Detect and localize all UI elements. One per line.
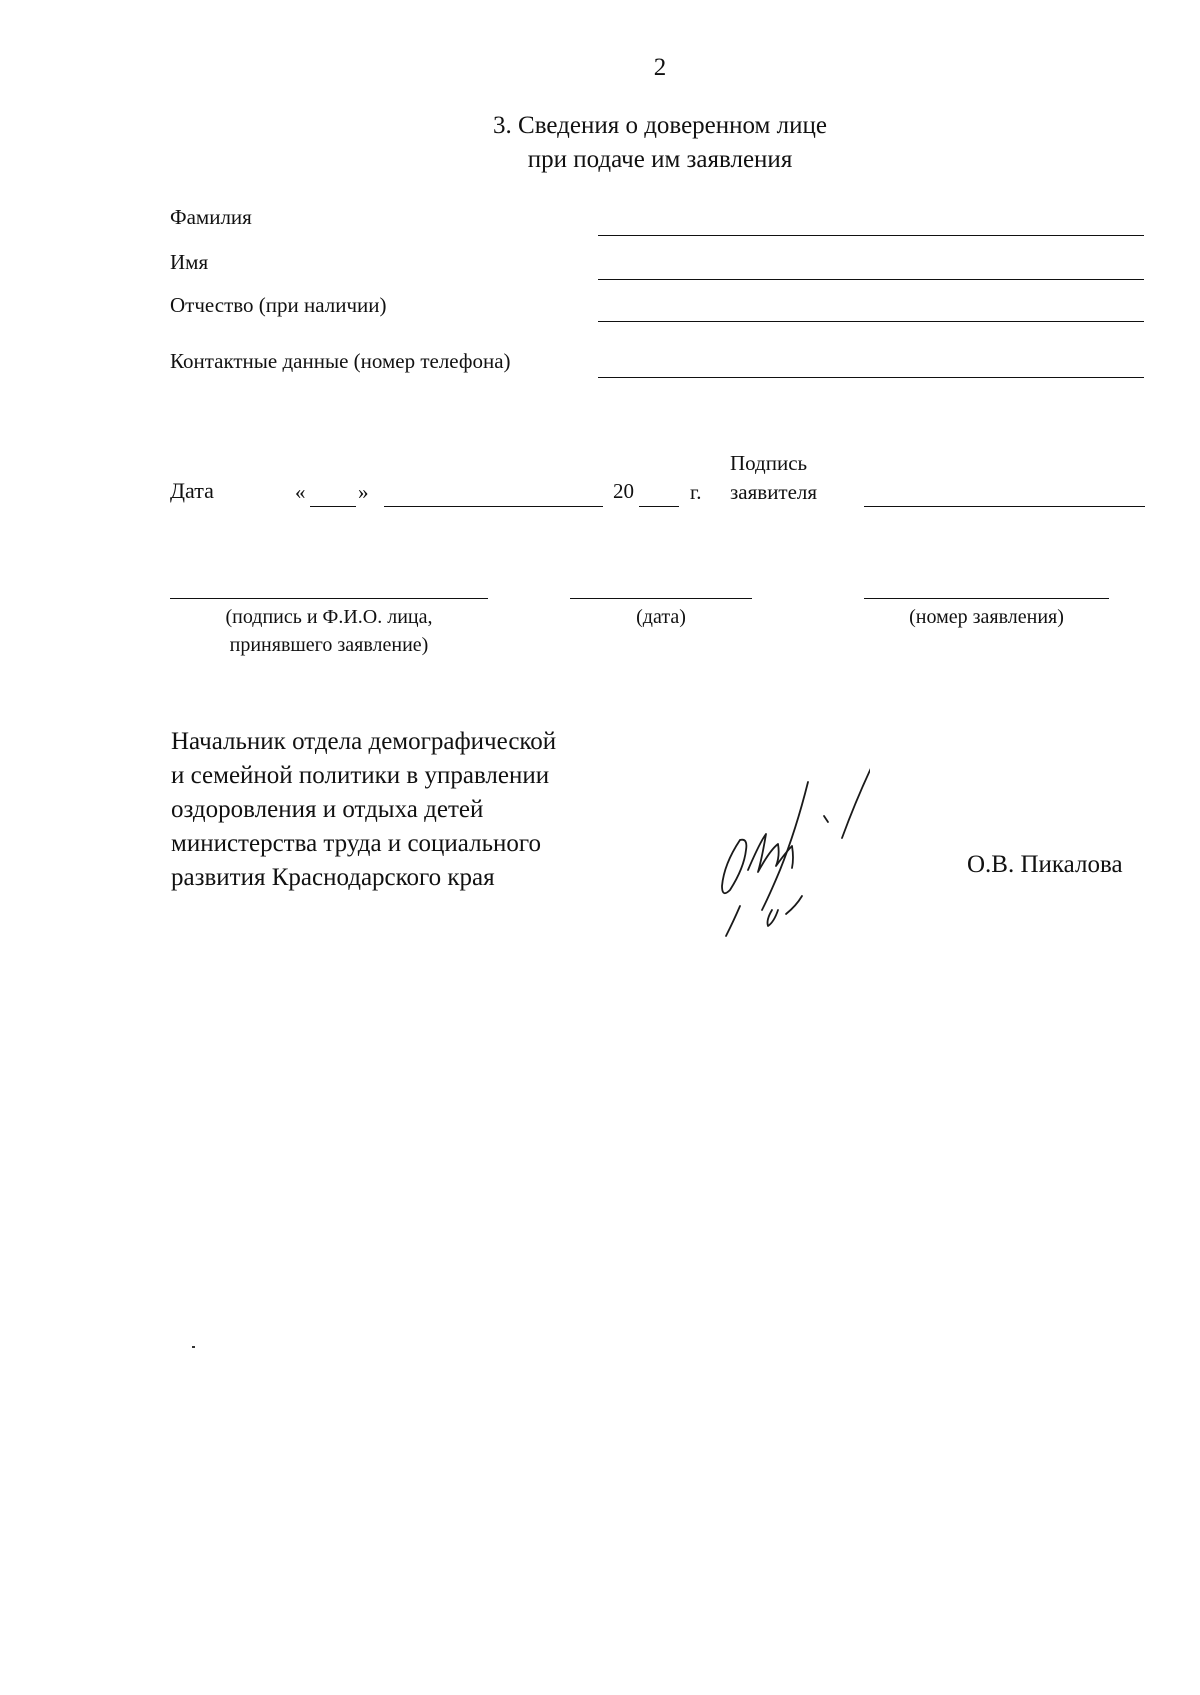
year-suffix: г. bbox=[690, 480, 702, 504]
acceptor-signature-line[interactable] bbox=[170, 598, 488, 599]
signatory-name: О.В. Пикалова bbox=[967, 851, 1123, 878]
scan-dot bbox=[192, 1346, 195, 1348]
position-line-2: и семейной политики в управлении bbox=[171, 762, 550, 789]
section-title-line-2: при подаче им заявления bbox=[527, 146, 793, 173]
applicant-signature-label-line-1: Подпись bbox=[730, 451, 808, 475]
contacts-label: Контактные данные (номер телефона) bbox=[170, 349, 511, 373]
surname-label: Фамилия bbox=[170, 205, 252, 229]
patronymic-field-line[interactable] bbox=[598, 321, 1144, 322]
patronymic-label: Отчество (при наличии) bbox=[170, 293, 387, 317]
position-line-4: министерства труда и социального bbox=[171, 830, 541, 857]
applicant-signature-field-line[interactable] bbox=[864, 506, 1145, 507]
handwritten-signature bbox=[700, 760, 870, 950]
surname-field-line[interactable] bbox=[598, 235, 1144, 236]
page-number: 2 bbox=[653, 54, 667, 81]
month-field-line[interactable] bbox=[384, 506, 603, 507]
applicant-signature-label-line-2: заявителя bbox=[730, 480, 818, 504]
application-number-line[interactable] bbox=[864, 598, 1109, 599]
day-field-line[interactable] bbox=[310, 506, 356, 507]
acceptance-date-caption: (дата) bbox=[636, 606, 686, 628]
year-field-line[interactable] bbox=[639, 506, 679, 507]
section-title-line-1: 3. Сведения о доверенном лице bbox=[493, 112, 827, 139]
acceptor-caption-line-2: принявшего заявление) bbox=[229, 634, 429, 656]
contacts-field-line[interactable] bbox=[598, 377, 1144, 378]
date-open-quote: « bbox=[295, 480, 306, 504]
name-field-line[interactable] bbox=[598, 279, 1144, 280]
acceptor-caption-line-1: (подпись и Ф.И.О. лица, bbox=[225, 606, 433, 628]
date-close-quote: » bbox=[358, 480, 369, 504]
name-label: Имя bbox=[170, 250, 209, 274]
year-prefix: 20 bbox=[613, 479, 634, 503]
acceptance-date-line[interactable] bbox=[570, 598, 752, 599]
position-line-1: Начальник отдела демографической bbox=[171, 728, 557, 755]
position-line-5: развития Краснодарского края bbox=[171, 864, 495, 891]
application-number-caption: (номер заявления) bbox=[909, 606, 1064, 628]
date-label: Дата bbox=[170, 478, 214, 503]
position-line-3: оздоровления и отдыха детей bbox=[171, 796, 484, 823]
